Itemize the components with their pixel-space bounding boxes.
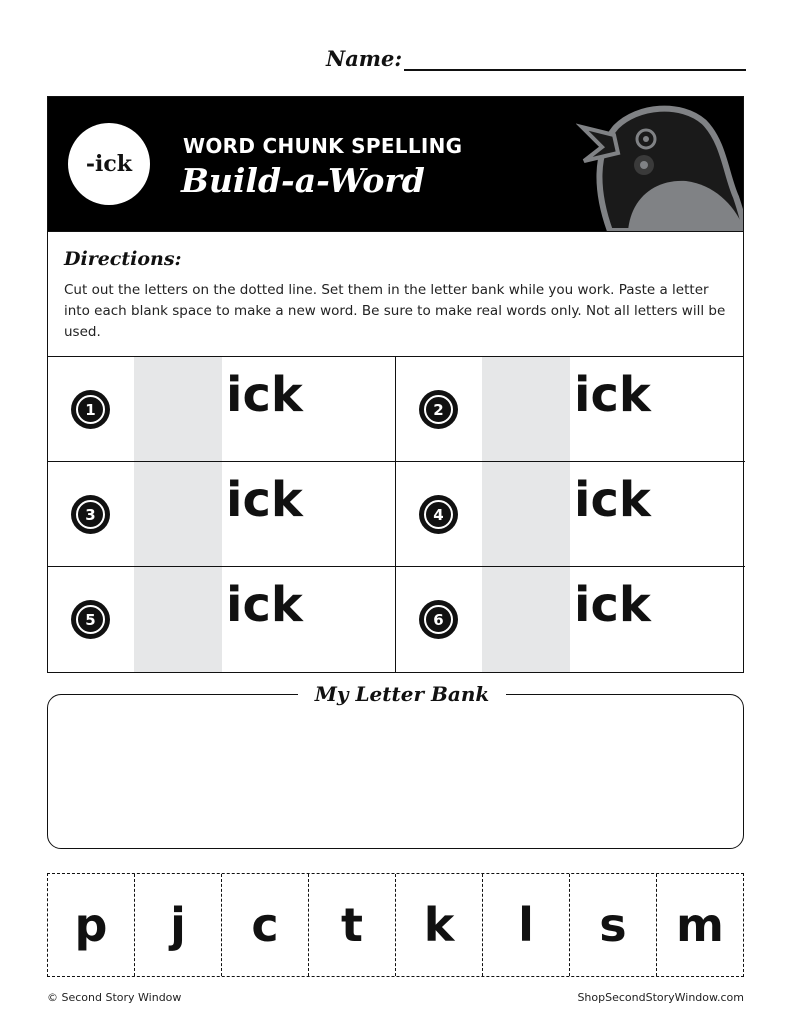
number-badge <box>419 600 458 639</box>
blank-space[interactable] <box>134 462 222 566</box>
number-label: 6 <box>424 605 453 634</box>
footer-website-link[interactable]: ShopSecondStoryWindow.com <box>577 991 744 1004</box>
chunk-badge: -ick <box>68 123 150 205</box>
name-row <box>326 46 746 71</box>
letter-tile[interactable]: k <box>396 874 483 976</box>
number-label: 2 <box>424 395 453 424</box>
blank-space[interactable] <box>482 567 570 672</box>
directions-heading: Directions: <box>64 248 182 270</box>
number-badge <box>71 390 110 429</box>
footer-copyright: © Second Story Window <box>47 991 182 1004</box>
letter-tile[interactable]: j <box>135 874 222 976</box>
number-badge <box>71 495 110 534</box>
bird-icon <box>576 97 743 231</box>
letter-tile[interactable]: l <box>483 874 570 976</box>
word-cell-4 <box>396 462 745 567</box>
number-badge <box>71 600 110 639</box>
word-chunk: ick <box>226 367 303 423</box>
letter-bank-title: My Letter Bank <box>298 682 506 706</box>
letter-tile[interactable]: s <box>570 874 657 976</box>
word-chunk: ick <box>226 577 303 633</box>
letter-bank-area[interactable] <box>47 694 744 849</box>
word-chunk: ick <box>574 577 651 633</box>
letter-tile[interactable]: p <box>48 874 135 976</box>
blank-space[interactable] <box>482 357 570 461</box>
banner-subtitle: WORD CHUNK SPELLING <box>183 134 463 158</box>
number-label: 3 <box>76 500 105 529</box>
number-label: 4 <box>424 500 453 529</box>
name-field[interactable] <box>404 49 746 71</box>
banner-title: Build-a-Word <box>181 161 425 200</box>
number-badge <box>419 390 458 429</box>
word-cell-5 <box>48 567 396 672</box>
word-cell-3 <box>48 462 396 567</box>
word-chunk: ick <box>574 367 651 423</box>
blank-space[interactable] <box>134 567 222 672</box>
number-badge <box>419 495 458 534</box>
word-cell-2 <box>396 357 745 462</box>
name-label: Name: <box>326 46 403 71</box>
number-label: 1 <box>76 395 105 424</box>
word-chunk: ick <box>226 472 303 528</box>
letter-tile[interactable]: m <box>676 898 724 952</box>
directions-panel <box>48 231 743 356</box>
directions-text: Cut out the letters on the dotted line. Set them in the letter bank while you work. Paste a letter into each blank space to make a new word. Be sure to make real words only. Not all letters will be used. <box>64 282 726 340</box>
word-cell-6 <box>396 567 745 672</box>
word-grid <box>48 356 743 672</box>
worksheet <box>47 96 744 673</box>
letter-tile[interactable]: t <box>309 874 396 976</box>
blank-space[interactable] <box>482 462 570 566</box>
banner <box>48 97 743 231</box>
word-chunk: ick <box>574 472 651 528</box>
cutout-letters <box>47 873 744 977</box>
word-cell-1 <box>48 357 396 462</box>
letter-tile[interactable]: c <box>222 874 309 976</box>
blank-space[interactable] <box>134 357 222 461</box>
number-label: 5 <box>76 605 105 634</box>
